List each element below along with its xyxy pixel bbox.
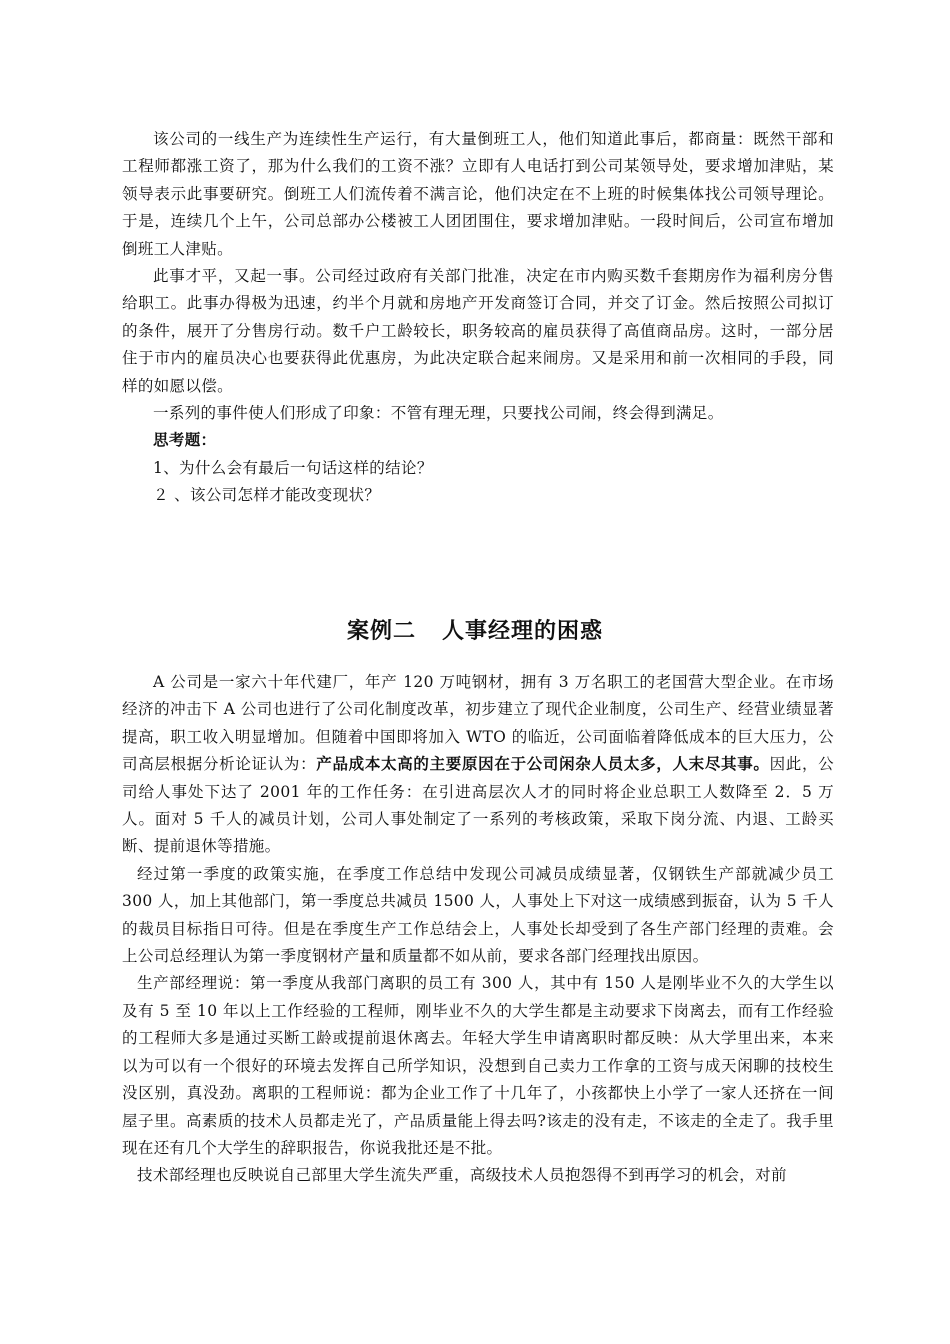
case2-paragraph-1-end: 因此，公司给人事处下达了 2001 年的工作任务：在引进高层次人才的同时将企业总职工人数降至 2．5 万人。面对 5 千人的减员计划，公司人事处制定了一系列的考核政策，采取下岗分流、内退、工龄买断、提前退休等措施。 (122, 755, 834, 856)
question-2: ２ 、该公司怎样才能改变现状？ (153, 486, 381, 505)
case2-paragraph-1-start: A 公司是一家六十年代建厂，年产 120 万吨钢材，拥有 3 万名职工的老国营大型企业。在市场经济的冲击下 A 公司也进行了公司化制度改革，初步建立了现代企业制度，公司生产、经营业绩显著提高，职工收入明显增加。但随着中国即将加入 WTO 的临近，公司面临着降低成本的巨大压力，公司高层根据分析论证认为： (122, 673, 834, 774)
case2-title-number: 案例二 (346, 619, 416, 644)
case1-paragraph-1: 该公司的一线生产为连续性生产运行，有大量倒班工人，他们知道此事后，都商量：既然干部和工程师都涨工资了，那为什么我们的工资不涨？立即有人电话打到公司某领导处，要求增加津贴，某领导表示此事要研究。倒班工人们流传着不满言论，他们决定在不上班的时候集体找公司领导理论。于是，连续几个上午，公司总部办公楼被工人团团围住，要求增加津贴。一段时间后，公司宣布增加倒班工人津贴。 (122, 130, 834, 258)
case2-body (122, 669, 834, 1190)
case2-title-text: 人事经理的困惑 (442, 619, 604, 644)
case2-paragraph-1 (122, 669, 834, 861)
case1-paragraph-3: 一系列的事件使人们形成了印象：不管有理无理，只要找公司闹，终会得到满足。 (153, 404, 724, 423)
case1-body (122, 126, 834, 510)
case2-paragraph-1-emphasis: 产品成本太高的主要原因在于公司闲杂人员太多，人末尽其事。 (316, 755, 770, 774)
case2-paragraph-4: 技术部经理也反映说自己部里大学生流失严重，高级技术人员抱怨得不到再学习的机会，对前 (137, 1166, 787, 1185)
case2-paragraph-3: 生产部经理说：第一季度从我部门离职的员工有 300 人，其中有 150 人是刚毕业不久的大学生以及有 5 至 10 年以上工作经验的工程师，刚毕业不久的大学生都是主动要求下岗离去，而有工作经验的工程师大多是通过买断工龄或提前退休离去。年轻大学生申请离职时都反映：从大学里出来，本来以为可以有一个很好的环境去发挥自己所学知识，没想到自己卖力工作拿的工资与成天闲聊的技校生没区别，真没劲。离职的工程师说：都为企业工作了十几年了，小孩都快上小学了一家人还挤在一间屋子里。高素质的技术人员都走光了，产品质量能上得去吗?该走的没有走，不该走的全走了。我手里现在还有几个大学生的辞职报告，你说我批还是不批。 (122, 974, 834, 1157)
questions-heading: 思考题： (153, 431, 217, 450)
case2-title (0, 614, 950, 645)
case2-paragraph-2: 经过第一季度的政策实施，在季度工作总结中发现公司减员成绩显著，仅钢铁生产部就减少员工 300 人，加上其他部门，第一季度总共减员 1500 人，人事处上下对这一成绩感到振奋，认为 5 千人的裁员目标指日可待。但是在季度生产工作总结会上，人事处长却受到了各生产部门经理的责难。会上公司总经理认为第一季度钢材产量和质量都不如从前，要求各部门经理找出原因。 (122, 864, 834, 966)
question-1: 1、为什么会有最后一句话这样的结论？ (153, 458, 433, 477)
case1-paragraph-2: 此事才平，又起一事。公司经过政府有关部门批准，决定在市内购买数千套期房作为福利房分售给职工。此事办得极为迅速，约半个月就和房地产开发商签订合同，并交了订金。然后按照公司拟订的条件，展开了分售房行动。数千户工龄较长，职务较高的雇员获得了高值商品房。这时，一部分居住于市内的雇员决心也要获得此优惠房，为此决定联合起来闹房。又是采用和前一次相同的手段，同样的如愿以偿。 (122, 267, 834, 395)
